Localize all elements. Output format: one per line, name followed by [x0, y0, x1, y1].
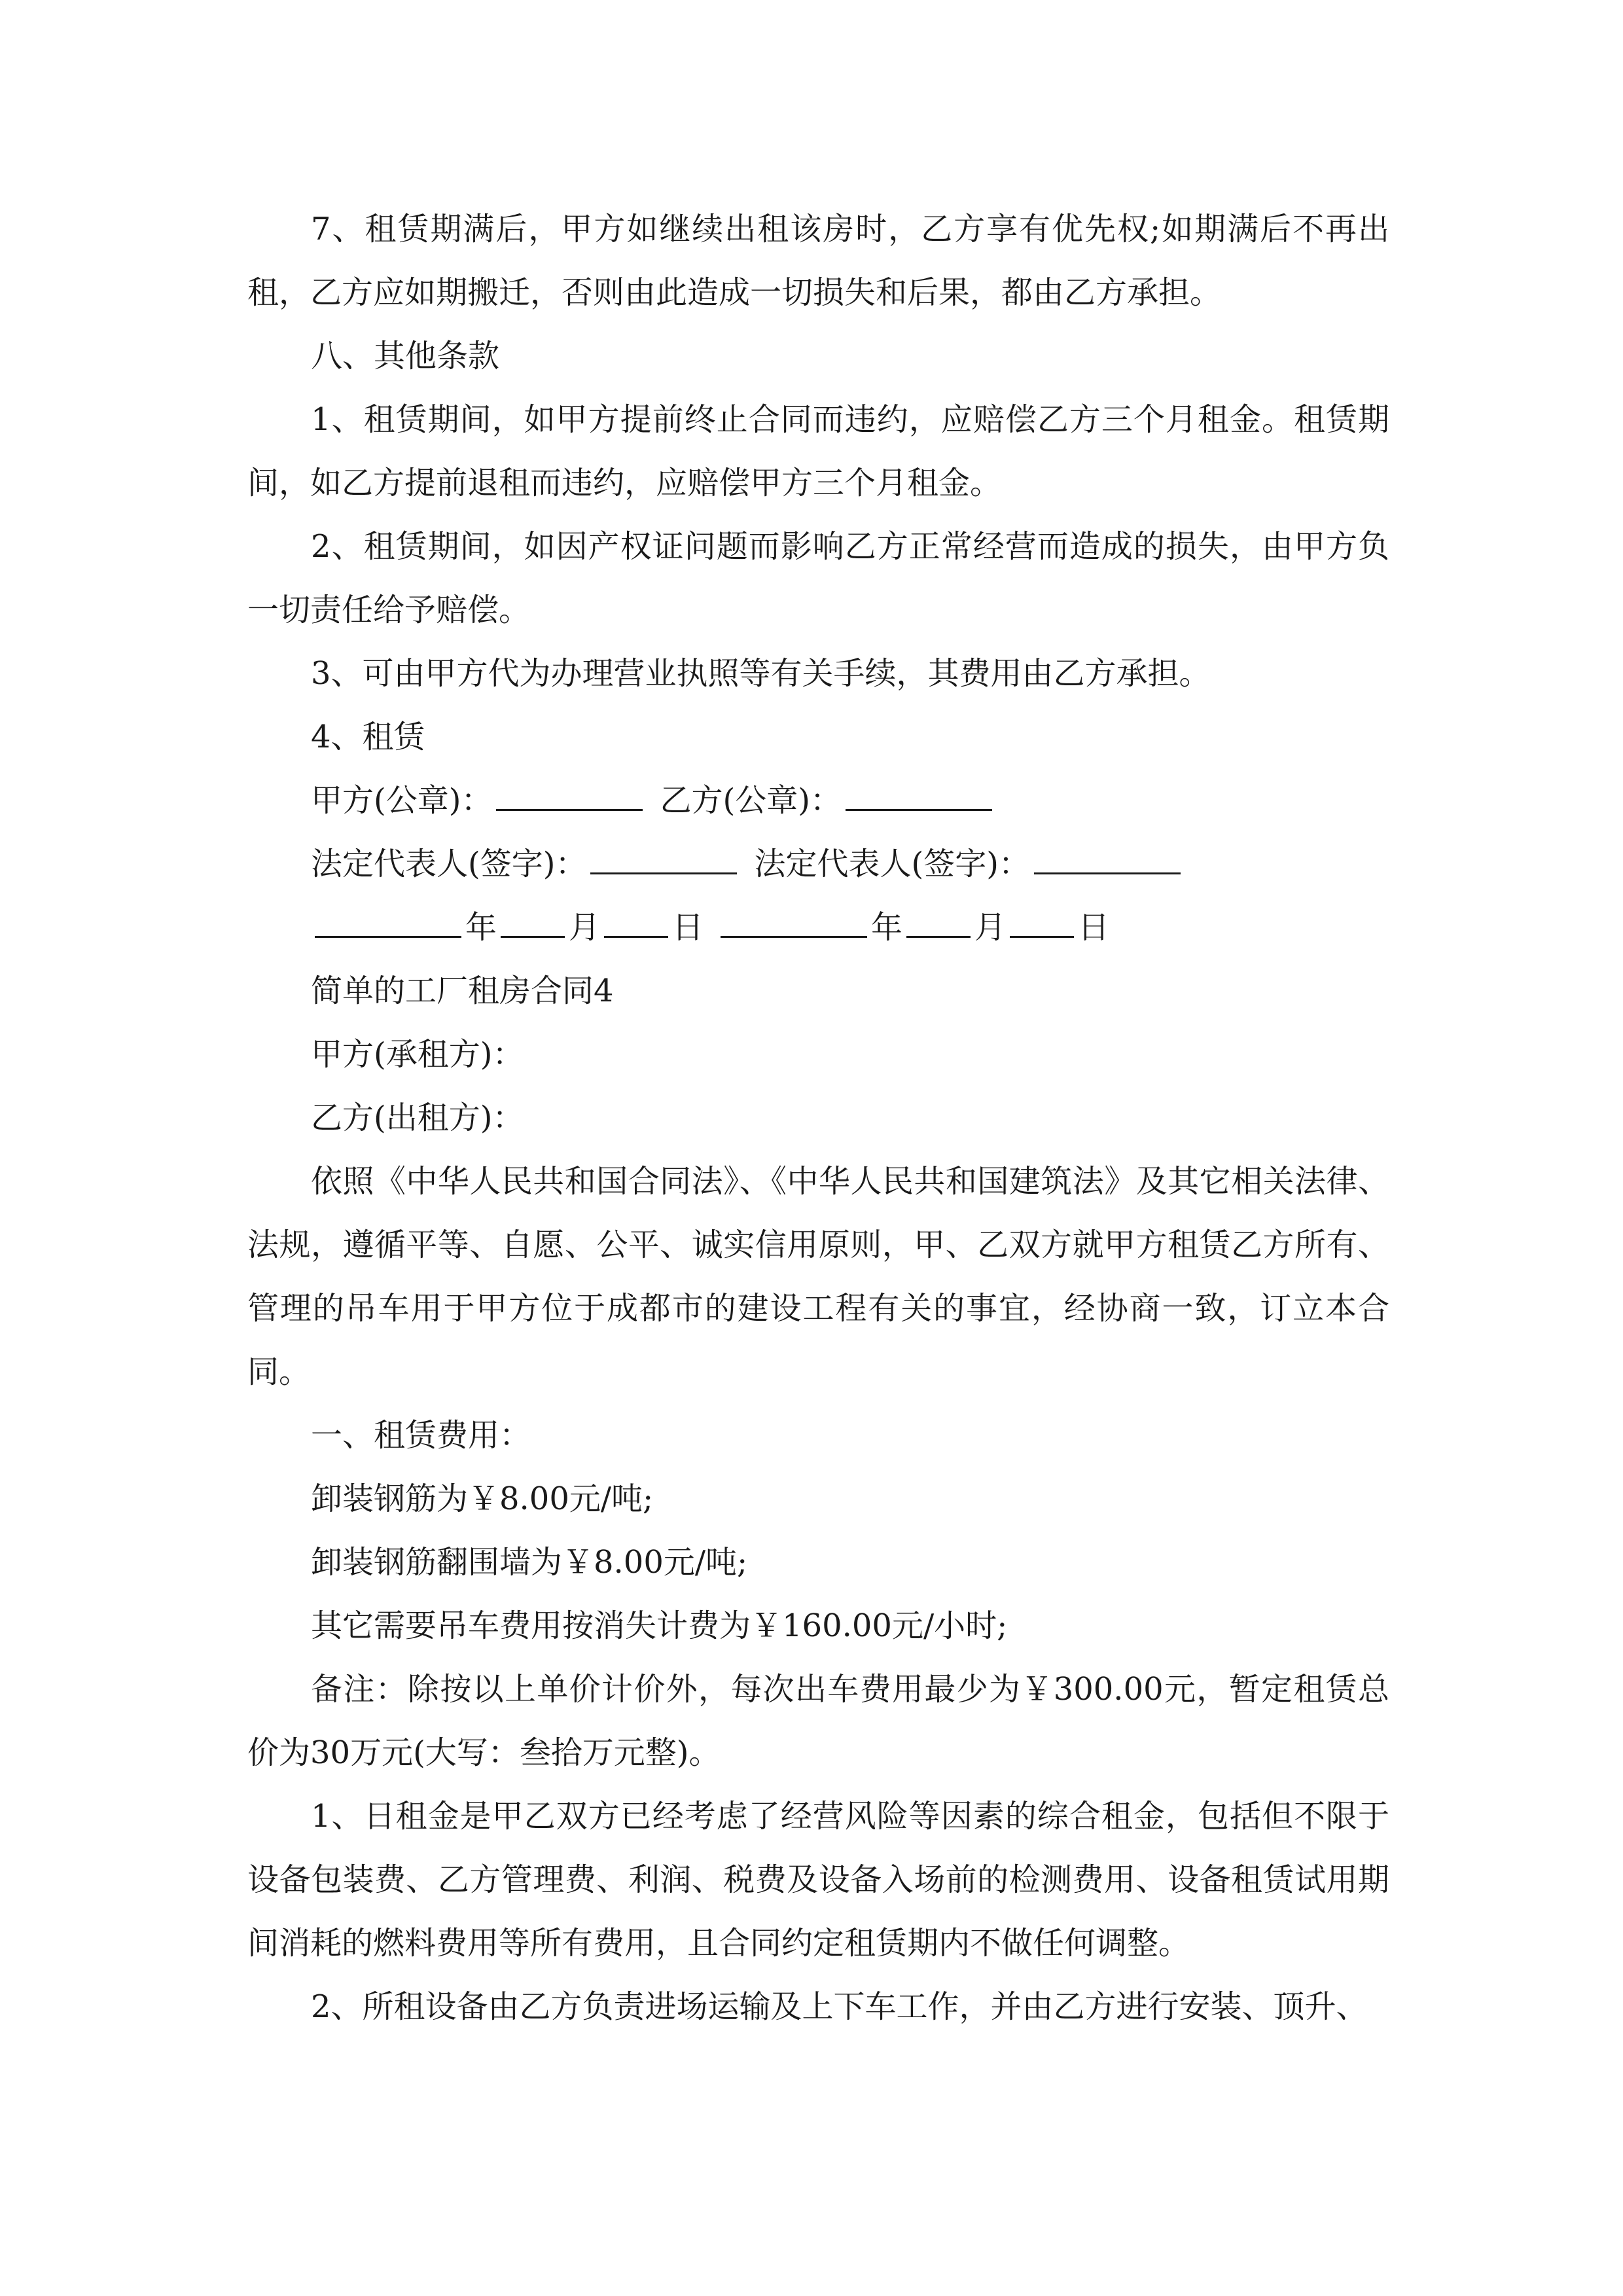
date-row: [247, 896, 1389, 960]
party-b-seal-blank[interactable]: [846, 780, 992, 811]
fee-item-2: 卸装钢筋翻围墙为￥8.00元/吨;: [311, 1544, 748, 1581]
date-a-year-blank[interactable]: [315, 907, 461, 938]
contract-4-title: 简单的工厂租房合同4: [311, 973, 614, 1009]
rep-b-label: 法定代表人(签字)：: [754, 846, 1030, 882]
rental-fee-heading: 一、租赁费用：: [311, 1417, 531, 1454]
date-a-year-label: 年: [465, 909, 497, 946]
fee-note-paragraph: 备注：除按以上单价计价外，每次出车费用最少为￥300.00元，暂定租赁总价为30万元(大写：叁拾万元整)。: [247, 1671, 1389, 1771]
party-a-seal-label: 甲方(公章)：: [311, 782, 493, 819]
date-b-month-blank[interactable]: [906, 907, 971, 938]
date-a-month-label: 月: [569, 909, 601, 946]
date-a-day-blank[interactable]: [604, 907, 668, 938]
date-b-year-label: 年: [871, 909, 903, 946]
date-a-month-blank[interactable]: [501, 907, 565, 938]
party-a-seal-blank[interactable]: [496, 780, 643, 811]
party-b-lessor-label: 乙方(出租方)：: [311, 1100, 524, 1136]
other-clause-1-paragraph: 1、租赁期间，如甲方提前终止合同而违约，应赔偿乙方三个月租金。租赁期间，如乙方提前退租而违约，应赔偿甲方三个月租金。: [247, 401, 1389, 501]
date-b-day-label: 日: [1078, 909, 1110, 946]
party-b-seal-label: 乙方(公章)：: [660, 782, 842, 819]
other-clause-3-paragraph: 3、可由甲方代为办理营业执照等有关手续，其费用由乙方承担。: [311, 655, 1211, 692]
other-clause-4-paragraph: 4、租赁: [311, 719, 425, 755]
rep-b-signature-blank[interactable]: [1034, 844, 1181, 874]
representative-row: [247, 833, 1389, 896]
date-a-day-label: 日: [672, 909, 704, 946]
rent-clause-1-paragraph: 1、日租金是甲乙双方已经考虑了经营风险等因素的综合租金，包括但不限于设备包装费、乙方管理费、利润、税费及设备入场前的检测费用、设备租赁试用期间消耗的燃料费用等所有费用，且合同约定租赁期内不做任何调整。: [247, 1798, 1389, 1962]
other-clause-2-paragraph: 2、租赁期间，如因产权证问题而影响乙方正常经营而造成的损失，由甲方负一切责任给予赔偿。: [247, 528, 1389, 628]
fee-item-3: 其它需要吊车费用按消失计费为￥160.00元/小时;: [311, 1607, 1008, 1644]
date-b-month-label: 月: [974, 909, 1007, 946]
clause-7-paragraph: 7、租赁期满后，甲方如继续出租该房时，乙方享有优先权;如期满后不再出租，乙方应如期搬迁，否则由此造成一切损失和后果，都由乙方承担。: [247, 211, 1389, 311]
date-b-year-blank[interactable]: [721, 907, 867, 938]
rep-a-signature-blank[interactable]: [590, 844, 737, 874]
contract-intro-paragraph: 依照《中华人民共和国合同法》、《中华人民共和国建筑法》及其它相关法律、法规，遵循平等、自愿、公平、诚实信用原则，甲、乙双方就甲方租赁乙方所有、管理的吊车用于甲方位于成都市的建设工程有关的事宜，经协商一致，订立本合同。: [247, 1163, 1389, 1390]
date-b-day-blank[interactable]: [1010, 907, 1074, 938]
document-body: [247, 198, 1389, 2039]
party-a-lessee-label: 甲方(承租方)：: [311, 1036, 524, 1073]
seal-row: [247, 769, 1389, 833]
rep-a-label: 法定代表人(签字)：: [311, 846, 587, 882]
fee-item-1: 卸装钢筋为￥8.00元/吨;: [311, 1480, 654, 1517]
section-8-heading: 八、其他条款: [311, 338, 500, 374]
rent-clause-2-paragraph: 2、所租设备由乙方负责进场运输及上下车工作，并由乙方进行安装、顶升、: [311, 1988, 1368, 2025]
